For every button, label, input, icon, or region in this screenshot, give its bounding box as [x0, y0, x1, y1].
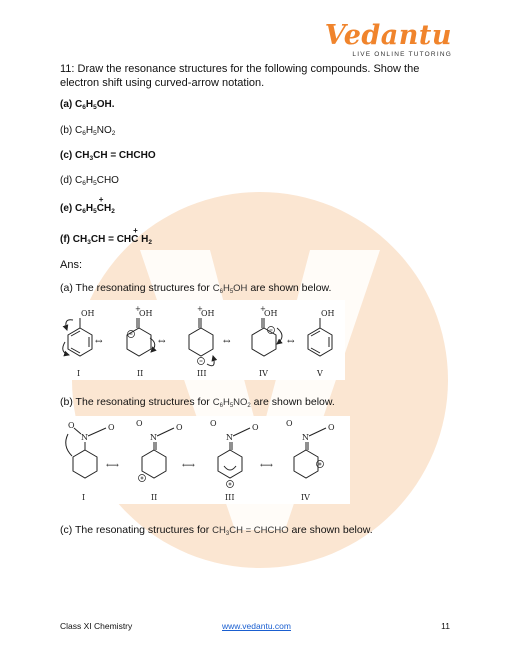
nitro-structure-3: [210, 419, 259, 488]
nitro-1-oxygen-left: O: [68, 421, 75, 430]
footer-subject: Class XI Chemistry: [60, 621, 133, 631]
part-d-formula: $C_6H_5CHO$: [75, 175, 119, 187]
nitro-1-nitrogen: N: [81, 433, 88, 442]
resonance-arrow-4: ↔: [287, 337, 295, 347]
part-f: [60, 226, 153, 246]
part-d: [60, 175, 119, 187]
phenol-5-group: OH: [321, 309, 335, 318]
phenol-2-group: OH: [139, 309, 153, 318]
part-a: [60, 99, 115, 111]
figure-b-label-4: IV: [301, 493, 310, 502]
phenol-structure-4: [252, 305, 282, 356]
phenol-structure-2: [127, 305, 155, 356]
nitro-1-oxygen-right: O: [108, 423, 115, 432]
answer-statement-c: [60, 524, 373, 537]
phenol-structure-1: [63, 309, 95, 356]
statement-a-suffix: are shown below.: [247, 282, 332, 294]
figure-a-label-2: II: [137, 369, 144, 378]
svg-text:+: +: [197, 305, 203, 313]
footer-page-number: 11: [441, 621, 450, 631]
vedantu-logo: [325, 22, 452, 58]
footer-website-link[interactable]: www.vedantu.com: [222, 621, 291, 631]
svg-text:+: +: [135, 305, 141, 313]
resonance-arrow-2: ↔: [158, 337, 166, 347]
nitro-2-nitrogen: N: [150, 433, 157, 442]
resonance-arrow-b2: ⟷: [182, 461, 195, 471]
nitro-structure-2: [136, 419, 183, 482]
phenol-structure-3: [189, 305, 215, 366]
part-e-label: (e): [60, 203, 73, 214]
part-c: [60, 150, 156, 162]
statement-b-prefix: (b) The resonating structures for: [60, 396, 213, 408]
watermark-logo: [70, 190, 450, 570]
statement-a-prefix: (a) The resonating structures for: [60, 282, 213, 294]
part-d-label: (d): [60, 175, 73, 186]
part-c-formula: $CH_3CH$ = CHCHO: [75, 150, 156, 162]
figure-a-label-3: III: [197, 369, 207, 378]
resonance-arrow-b3: ⟷: [260, 461, 273, 471]
phenol-3-group: OH: [201, 309, 215, 318]
logo-tagline: LIVE ONLINE TUTORING: [352, 51, 452, 58]
statement-a-formula: $C_6H_5OH$: [212, 283, 248, 295]
statement-b-formula: $C_6H_5NO_2$: [212, 397, 251, 409]
figure-b-label-3: III: [225, 493, 235, 502]
figure-a-label-4: IV: [259, 369, 268, 378]
nitro-2-oxygen-left: O: [136, 419, 143, 428]
figure-nitrobenzene-resonance: [58, 416, 350, 504]
part-b-label: (b): [60, 125, 73, 136]
phenol-structure-5: [308, 309, 335, 356]
part-b-formula: $C_6H_5NO_2$: [75, 125, 116, 137]
part-f-label: (f): [60, 234, 70, 245]
resonance-arrow-3: ↔: [223, 337, 231, 347]
nitro-structure-4: [286, 419, 335, 478]
phenol-resonance-svg: [55, 300, 345, 380]
statement-c-suffix: are shown below.: [288, 524, 373, 536]
resonance-arrow-b1: ⟷: [106, 461, 119, 471]
nitro-2-oxygen-right: O: [176, 423, 183, 432]
figure-a-label-5: V: [317, 369, 323, 378]
figure-b-label-2: II: [151, 493, 158, 502]
nitro-4-oxygen-right: O: [328, 423, 335, 432]
statement-c-prefix: (c) The resonating structures for: [60, 524, 213, 536]
part-b: [60, 125, 115, 137]
nitro-4-nitrogen: N: [302, 433, 309, 442]
nitrobenzene-resonance-svg: [58, 416, 350, 504]
nitro-3-oxygen-right: O: [252, 423, 259, 432]
figure-b-label-1: I: [82, 493, 86, 502]
part-e-formula: $C_6H_5C$ + $H_2$: [75, 195, 115, 215]
part-a-formula: $C_6H_5OH$.: [75, 99, 115, 111]
resonance-arrow-1: ↔: [95, 337, 103, 347]
phenol-1-group: OH: [81, 309, 95, 318]
answer-statement-a: [60, 282, 331, 295]
logo-wordmark: Vedantu: [324, 20, 452, 51]
part-a-label: (a): [60, 99, 73, 110]
nitro-4-oxygen-left: O: [286, 419, 293, 428]
figure-a-label-1: I: [77, 369, 81, 378]
answer-heading: Ans:: [60, 259, 83, 271]
figure-phenol-resonance: [55, 300, 345, 380]
phenol-4-group: OH: [264, 309, 278, 318]
question-title: 11: Draw the resonance structures for the following compounds. Show the electron shift using curved-arrow notation.: [60, 63, 420, 89]
svg-text:+: +: [260, 305, 266, 313]
nitro-3-oxygen-left: O: [210, 419, 217, 428]
part-e: [60, 195, 115, 215]
statement-c-formula: $CH_3CH$ = CHCHO: [212, 525, 289, 537]
answer-statement-b: [60, 396, 335, 409]
statement-b-suffix: are shown below.: [250, 396, 335, 408]
part-c-label: (c): [60, 150, 73, 161]
nitro-3-nitrogen: N: [226, 433, 233, 442]
part-f-formula: $CH_3CH$ = CHC + $H_2$: [72, 226, 153, 246]
